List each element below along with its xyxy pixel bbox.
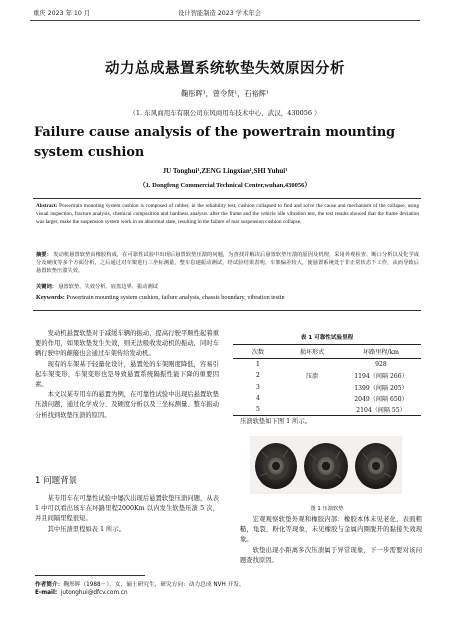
- authors-cn: 鞠彤晖¹，曾令贤¹，石裕辉¹: [181, 89, 269, 98]
- section-heading: 1 问题背景: [35, 476, 78, 486]
- cushion-photo-drawing: [250, 436, 402, 494]
- abstract-cn-text: 发动机悬置软垫由橡胶构成，在可靠性试验中出现后悬置软垫压溃的问题，为查找并解决后悬置软垫压溃的原因及机理，采用外观检查、断口分析以及化学成分及硬度等多个方面分析，之后通过对车架进行三坐标测量，整车怠速振动测试，经试验结果表明，车架偏差较大，使悬置系统处于非正常状态下工作，从而导致后悬置软垫压溃失效。: [36, 252, 420, 275]
- paper-title-en: Failure cause analysis of the powertrain mounting system cushion: [34, 125, 396, 160]
- body-paragraph: 某专用车在可靠性试验中屡次出现后悬置软垫压溃问题，从表 1 中可以看出该车在坏路里程2000Km 以内发生软垫压溃 5 次，并且间隔里程很短。: [35, 495, 219, 523]
- observation-paragraphs: [240, 515, 422, 566]
- abstract-top-rule: [33, 198, 421, 199]
- keywords-cn-label: 关键词：: [36, 284, 57, 290]
- mileage-table: [233, 344, 421, 416]
- abstract-en: [36, 202, 419, 227]
- cushion-right: [355, 443, 397, 489]
- observation-paragraph: 宏观观察软垫外观和橡胶内部：橡胶本体未见老化，表面粗糙，龟裂，粉化等现象，未见橡胶与金属内圈脱开的黏接失效现象。: [240, 516, 422, 544]
- observation-paragraph: 软垫出现小距离多次压溃属于异常现象，下一步需要对该问题查找原因。: [240, 546, 422, 564]
- intro-paragraphs: [35, 329, 219, 421]
- cushion-photo: [250, 436, 402, 494]
- running-header-left: 重庆 2023 年 10 月: [33, 10, 91, 17]
- table-row: [233, 359, 421, 371]
- table-cell: 3: [256, 383, 260, 391]
- body-paragraph: 其中压溃里程如表 1 所示。: [47, 525, 125, 533]
- table-header-cell: 坏路里程/km: [341, 345, 421, 359]
- table-cell: 4: [256, 395, 260, 403]
- email-text: jutonghui@dfcv.com.cn: [60, 590, 128, 596]
- keywords-en-label: Keywords:: [36, 294, 65, 301]
- running-header-center: 设计智能制造 2023 学术年会: [178, 10, 261, 17]
- intro-paragraph: 现有的车架基于轻量化设计，悬置处的车架刚度降低，容易引起车架变形，车架变形也是导致悬置系统隔振性能下降的重要因素。: [35, 360, 219, 389]
- figure-caption: 图 1 压溃软垫: [310, 506, 344, 512]
- table-cell: [283, 404, 341, 416]
- abstract-cn-label: 摘要：: [36, 252, 52, 258]
- table-header-row: [233, 345, 421, 359]
- authors-en: JU Tonghui¹,ZENG Lingxian¹,SHI Yuhui¹: [162, 167, 288, 175]
- background-paragraphs: [35, 494, 219, 535]
- table-cell: 928: [375, 361, 387, 369]
- table-cell: 1194（间隔 266）: [354, 373, 408, 381]
- affiliation-en: （1. Dongfeng Commercial Technical Center,wuhan,430056）: [139, 182, 311, 189]
- abstract-bottom-rule: [33, 310, 421, 311]
- keywords-en-text: Powertrain mounting system cushion, failure analysis, chassis boundary, vibration testin: [66, 294, 285, 301]
- table-cell: [283, 359, 341, 371]
- table-cell: 2: [256, 372, 260, 380]
- figure-intro: [240, 417, 422, 427]
- table-header-cell: 次数: [233, 345, 283, 359]
- author-email: [35, 590, 128, 596]
- keywords-cn: [36, 283, 419, 291]
- table-cell: 2104（间隔 55）: [341, 404, 421, 416]
- footnote-rule: [35, 575, 145, 576]
- intro-paragraph: 发动机悬置软垫对于减缓车辆的振动，提高行驶平顺性起着重要的作用，如果软垫发生失效，则无法吸收发动机的振动，同时车辆行驶中的颠簸也会通过车架传给发动机。: [35, 330, 219, 358]
- abstract-en-text: Powertrain mounting system cushion is composed of rubber, in the reliability test, cushion collapsed to find and solve the cause and mechanism of the collapse, using visual inspection, fracture analysis, chemical composition and hardness analysis. after the frame and the vehicle idle vibration test, the test results showed that the frame deviation was larger, make the suspension system work in an abnormal state, resulting in the failure of rear suspension cushion collapse.: [36, 203, 420, 226]
- paper-title-cn: 动力总成悬置系统软垫失效原因分析: [105, 61, 345, 77]
- table-cell: 2049（间隔 650）: [354, 396, 408, 404]
- table-caption: 表 1 可靠性试验里程: [300, 335, 354, 341]
- abstract-en-label: Abstract:: [36, 203, 58, 209]
- table-row: [233, 382, 421, 393]
- table-row: [233, 404, 421, 416]
- author-bio-text: 鞠彤晖（1988－），女，硕士研究生，研究方向：动力总成 NVH 开发。: [63, 582, 245, 588]
- author-bio-label: 作者简介：: [35, 582, 64, 588]
- affiliation-cn: （1. 东风商用车有限公司东风商用车技术中心，武汉，430056 ）: [129, 109, 321, 117]
- table-cell: 1: [256, 361, 260, 369]
- table-cell: 1399（间隔 205）: [354, 384, 408, 392]
- keywords-en: [36, 294, 419, 301]
- header-rule: [30, 20, 420, 21]
- email-label: E-mail:: [35, 590, 58, 596]
- table-row: [233, 370, 421, 381]
- cushion-middle: [304, 443, 348, 489]
- table-header-cell: 损坏形式: [283, 345, 341, 359]
- abstract-cn: [36, 251, 419, 276]
- table-cell: 5: [233, 404, 283, 416]
- keywords-cn-text: 悬置软垫、失效分析、底盘边界、振动测试: [58, 284, 159, 290]
- intro-paragraph: 本文以某专用车的悬置为例，在可靠性试验中出现后悬置软垫压溃问题，通过化学成分、及硬度分析以及三坐标测量、整车振动分析找到软垫压溃的原因。: [35, 391, 219, 419]
- table-cell: 压溃: [305, 373, 319, 381]
- table-row: [233, 393, 421, 404]
- cushion-left: [255, 443, 297, 489]
- figure-intro-text: 压溃软垫如下图 1 所示。: [240, 418, 311, 425]
- author-bio: [35, 579, 245, 588]
- table-cell: [283, 382, 341, 393]
- table-cell: [283, 393, 341, 404]
